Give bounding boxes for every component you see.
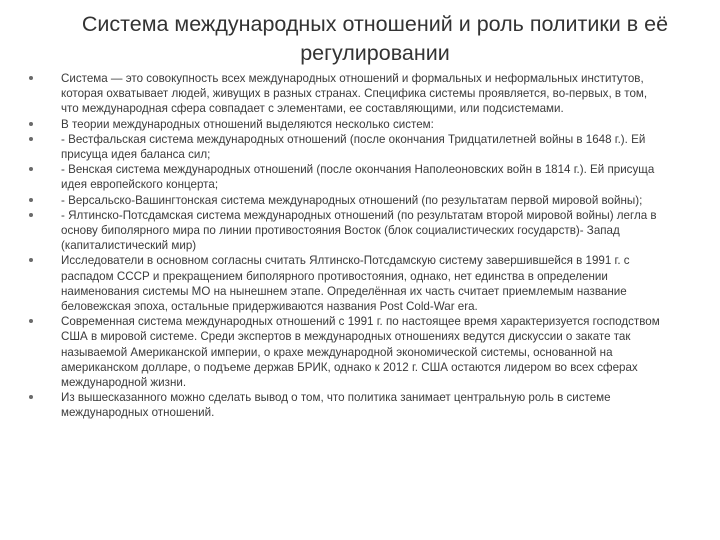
bullet-text: - Венская система международных отношений (после окончания Наполеоновских войн в 1814 г.). Ей присуща идея европейского концерта;	[61, 163, 655, 192]
bullet-dot-icon	[29, 319, 33, 323]
bullet-dot-icon	[29, 137, 33, 141]
bullet-text: Из вышесказанного можно сделать вывод о том, что политика занимает центральную роль в системе международных отношений.	[61, 391, 611, 420]
bullet-dot-icon	[29, 76, 33, 80]
bullet-dot-icon	[29, 122, 33, 126]
bullet-text: Современная система международных отношений с 1991 г. по настоящее время характеризуется господством США в мировой системе. Среди экспертов в международных отношениях ведутся дискуссии о закате так называемой Американской империи, о крахе международной экономической системы, основанной на американском долларе, о подъеме держав БРИК, однако к 2012 г. США остаются лидером во всех сферах международной жизни.	[61, 315, 660, 390]
bullet-text: - Ялтинско-Потсдамская система международных отношений (по результатам второй мировой войны) легла в основу биполярного мира по линии противостояния Восток (блок социалистических государств)- Запад (капиталистический мир)	[61, 208, 657, 253]
bullet-item	[0, 314, 661, 390]
bullet-item	[0, 117, 661, 132]
bullet-dot-icon	[29, 395, 33, 399]
bullet-text: Система — это совокупность всех международных отношений и формальных и неформальных институтов, которая охватывает людей, живущих в разных странах. Специфика системы проявляется, во-первых, в том, что международная сфера совпадает с элементами, ее составляющими, или подсистемами.	[61, 72, 648, 116]
bullet-item	[0, 71, 661, 117]
slide-title: Система международных отношений и роль политики в её регулировании	[81, 12, 669, 65]
bullet-text: - Вестфальская система международных отношений (после окончания Тридцатилетней войны в 1648 г.). Ей присуща идея баланса сил;	[61, 132, 646, 162]
bullet-text: Исследователи в основном согласны считать Ялтинско-Потсдамскую систему завершившейся в 1991 г. с распадом СССР и прекращением биполярного противостояния, однако, нет единства в определении наименования системы МО на нынешнем этапе. Определённая их часть считает приемлемым название беловежская эпоха, остальные придерживаются названия Post Cold-War era.	[61, 254, 630, 314]
bullet-item	[0, 132, 661, 162]
bullet-text: В теории международных отношений выделяются несколько систем:	[61, 117, 434, 131]
bullet-item	[0, 208, 661, 254]
bullet-dot-icon	[29, 258, 33, 262]
bullet-item	[0, 390, 661, 420]
bullet-item	[0, 253, 661, 314]
bullet-list	[0, 71, 720, 421]
bullet-text: - Версальско-Вашингтонская система международных отношений (по результатам первой мировой войны);	[61, 193, 643, 207]
bullet-item	[0, 162, 661, 192]
bullet-item	[0, 193, 661, 208]
bullet-dot-icon	[29, 213, 33, 217]
bullet-dot-icon	[29, 198, 33, 202]
bullet-dot-icon	[29, 167, 33, 171]
